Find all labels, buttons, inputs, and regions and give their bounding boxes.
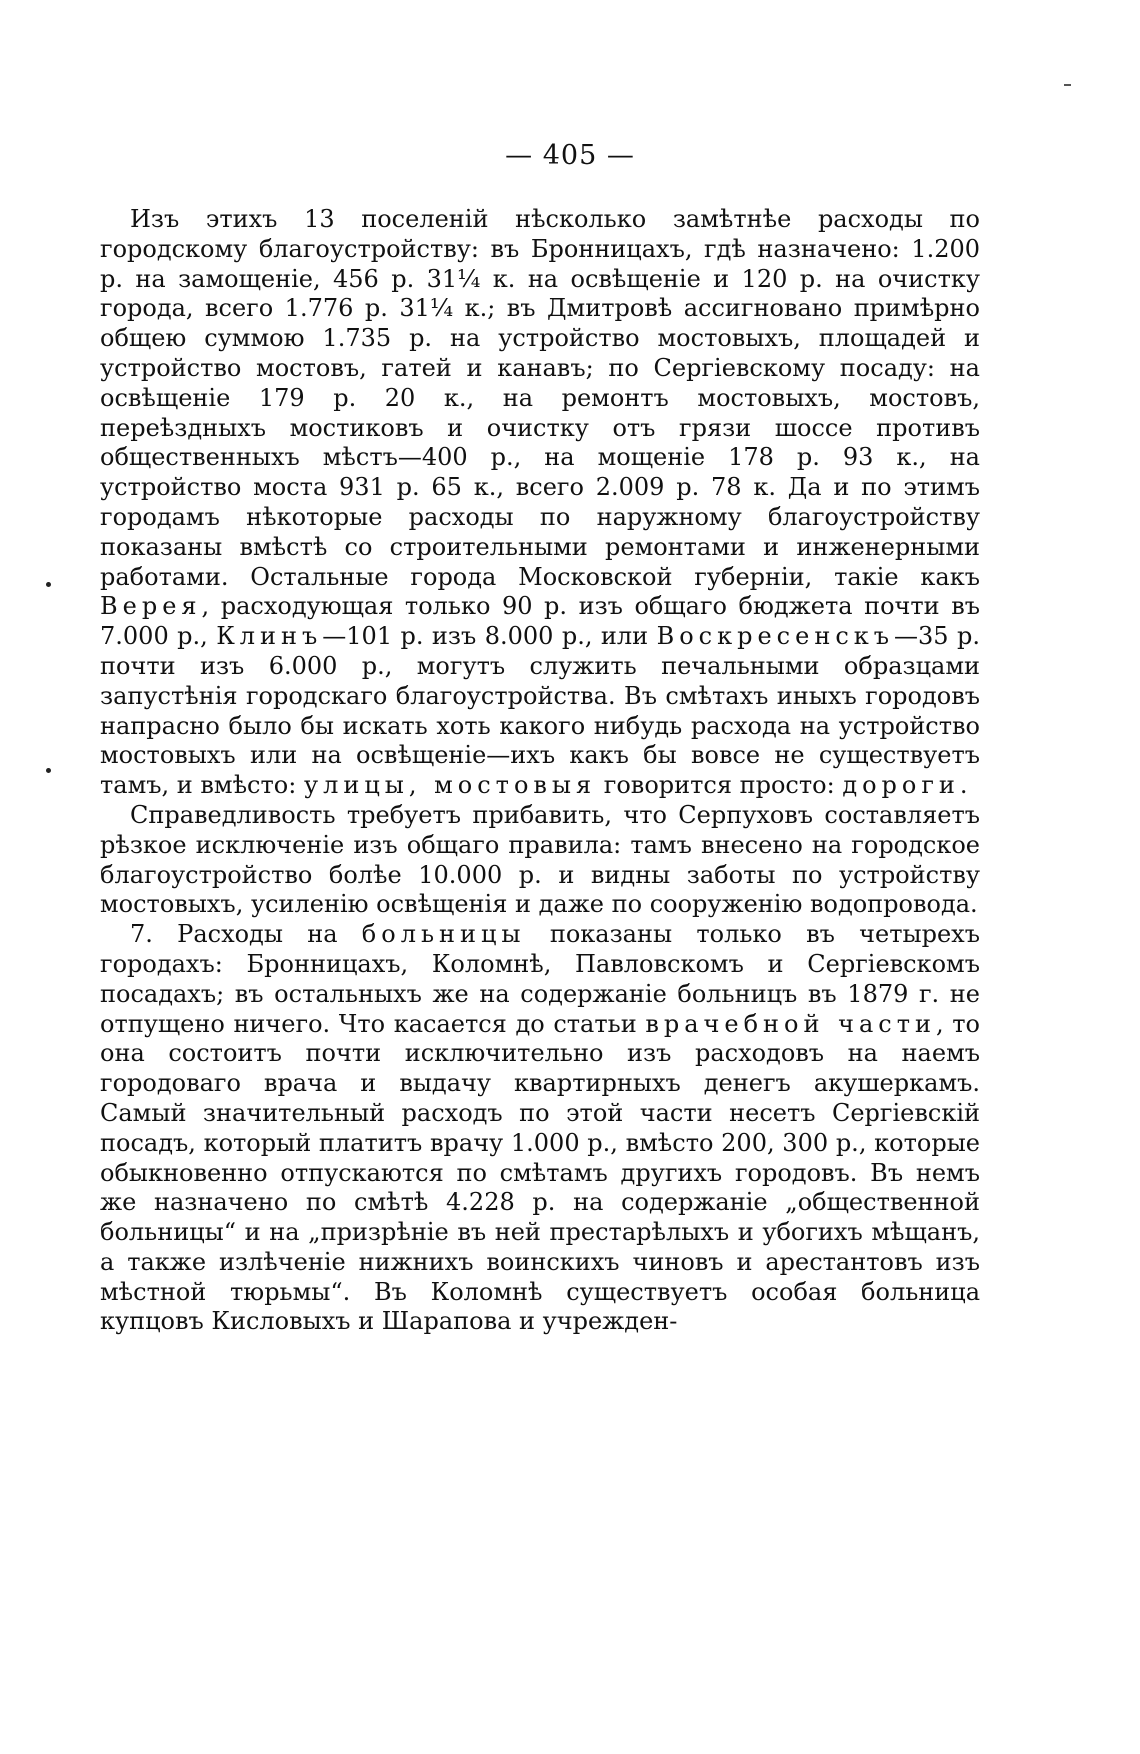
margin-speck: [46, 768, 51, 773]
text-run: 7. Расходы на: [130, 920, 362, 949]
text-run: говорится просто:: [596, 771, 843, 800]
text-run: —35 р. почти изъ 6.000 р., могутъ служить печальными образцами запустѣнія городскаго благоустройства. Въ смѣтахъ иныхъ городовъ напрасно было бы искать хоть какого нибудь расхода на устройство мостовыхъ или на освѣщеніе—ихъ какъ бы вовсе не существуетъ тамъ, и вмѣсто:: [100, 622, 980, 800]
spaced-word: Воскресенскъ: [656, 622, 895, 651]
spaced-word: врачебной части: [645, 1009, 936, 1038]
text-run: , расходующая только 90 р. изъ общаго бюджета почти въ 7.000 р.,: [100, 592, 980, 651]
text-run: Изъ этихъ 13 поселеній нѣсколько замѣтнѣе расходы по городскому благоустройству: въ Бронницахъ, гдѣ назначено: 1.200 р. на замощеніе, 456 р. 31¼ к. на освѣщеніе и 120 р. на очистку города, всего 1.776 р. 31¼ к.; въ Дмитровѣ ассигновано примѣрно общею суммою 1.735 р. на устройство мостовыхъ, площадей и устройство мостовъ, гатей и канавъ; по Сергіевскому посаду: на освѣщеніе 179 р. 20 к., на ремонтъ мостовыхъ, мостовъ, переѣздныхъ мостиковъ и очистку отъ грязи шоссе противъ общественныхъ мѣстъ—400 р., на мощеніе 178 р. 93 к., на устройство моста 931 р. 65 к., всего 2.009 р. 78 к. Да и по этимъ городамъ нѣкоторые расходы по наружному благоустройству показаны вмѣстѣ со строительными ремонтами и инженерными работами. Остальные города Московской губерніи, такіе какъ: [100, 205, 980, 591]
page-number: — 405 —: [505, 140, 635, 171]
text-run: Справедливость требуетъ прибавить, что Серпуховъ составляетъ рѣзкое исключеніе изъ общаго правила: тамъ внесено на городское благоустройство болѣе 10.000 р. и видны заботы по устройству мостовыхъ, усиленію освѣщенія и даже по сооруженію водопровода.: [100, 800, 980, 919]
text-run: показаны только въ четырехъ городахъ: Бронницахъ, Коломнѣ, Павловскомъ и Сергіевскомъ посадахъ; въ остальныхъ же на содержаніе больницъ въ 1879 г. не отпущено ничего. Что касается до статьи: [100, 920, 980, 1038]
text-body: [100, 205, 980, 1337]
spaced-word: дороги.: [842, 771, 973, 800]
spaced-word: улицы, мостовыя: [303, 771, 597, 800]
text-run: , то она состоитъ почти исключительно изъ расходовъ на наемъ городоваго врача и выдачу квартирныхъ денегъ акушеркамъ. Самый значительный расходъ по этой части несетъ Сергіевскій посадъ, который платитъ врачу 1.000 р., вмѣсто 200, 300 р., которые обыкновенно отпускаются по смѣтамъ другихъ городовъ. Въ немъ же назначено по смѣтѣ 4.228 р. на содержаніе „общественной больницы“ и на „призрѣніе въ ней престарѣлыхъ и убогихъ мѣщанъ, а также излѣченіе нижнихъ воинскихъ чиновъ и арестантовъ изъ мѣстной тюрьмы“. Въ Коломнѣ существуетъ особая больница купцовъ Кисловыхъ и Шарапова и учрежден-: [100, 1009, 980, 1336]
paragraph: [100, 801, 980, 920]
spaced-word: больницы: [361, 920, 526, 949]
scan-speck: [1064, 84, 1071, 86]
paragraph: [100, 920, 980, 1337]
margin-speck: [46, 582, 51, 587]
spaced-word: Верея: [100, 592, 202, 621]
spaced-word: Клинъ: [216, 622, 323, 651]
paragraph: [100, 205, 980, 801]
text-run: —101 р. изъ 8.000 р., или: [322, 622, 657, 651]
